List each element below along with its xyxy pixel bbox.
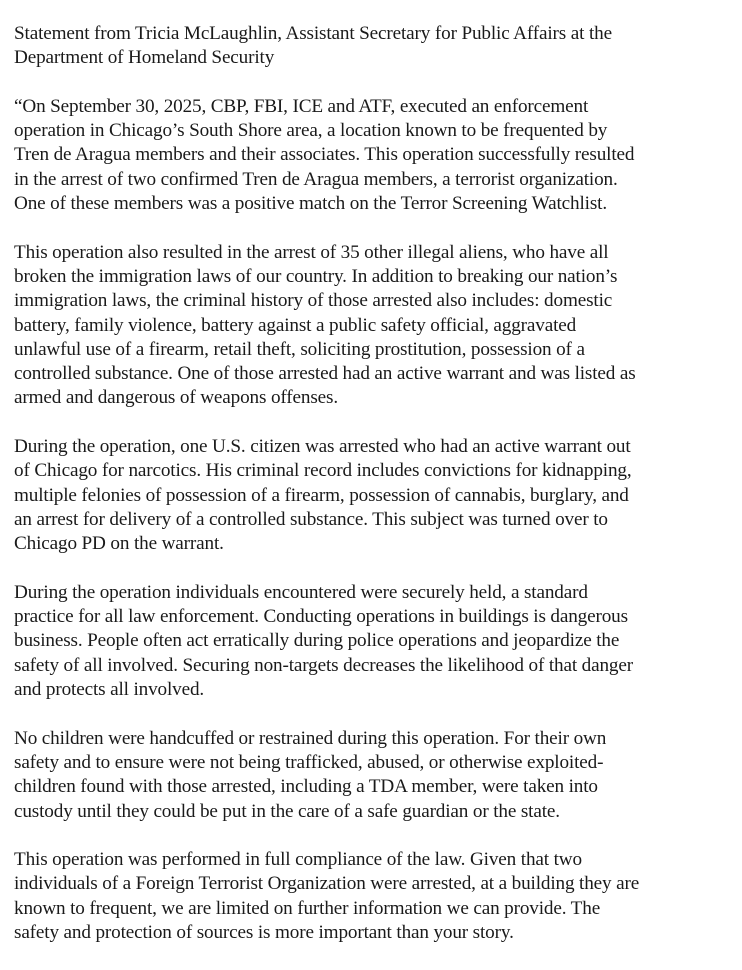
- text-line: business. People often act erratically during police operations and jeopardize the: [14, 630, 620, 652]
- text-line: “On September 30, 2025, CBP, FBI, ICE and ATF, executed an enforcement: [14, 95, 589, 117]
- text-line: battery, family violence, battery against a public safety official, aggravated: [14, 314, 577, 336]
- text-line: broken the immigration laws of our country. In addition to breaking our nation’s: [14, 265, 618, 287]
- statement-heading: [14, 22, 639, 71]
- text-line: practice for all law enforcement. Conducting operations in buildings is dangerous: [14, 606, 628, 628]
- text-line: children found with those arrested, including a TDA member, were taken into: [14, 776, 598, 798]
- text-line: This operation was performed in full compliance of the law. Given that two: [14, 849, 582, 871]
- statement-document: [14, 22, 639, 970]
- text-line: an arrest for delivery of a controlled substance. This subject was turned over to: [14, 508, 608, 530]
- statement-paragraph: [14, 435, 639, 556]
- text-line: individuals of a Foreign Terrorist Organization were arrested, at a building they are: [14, 873, 640, 895]
- text-line: One of these members was a positive match on the Terror Screening Watchlist.: [14, 193, 607, 215]
- text-line: and protects all involved.: [14, 679, 205, 701]
- statement-paragraph: [14, 848, 639, 945]
- text-line: operation in Chicago’s South Shore area, a location known to be frequented by: [14, 120, 608, 142]
- text-line: unlawful use of a firearm, retail theft, soliciting prostitution, possession of a: [14, 338, 585, 360]
- text-line: Tren de Aragua members and their associates. This operation successfully resulted: [14, 144, 635, 166]
- text-line: Chicago PD on the warrant.: [14, 533, 224, 555]
- text-line: custody until they could be put in the care of a safe guardian or the state.: [14, 800, 560, 822]
- text-line: controlled substance. One of those arrested had an active warrant and was listed as: [14, 363, 636, 385]
- text-line: safety and to ensure were not being trafficked, abused, or otherwise exploited-: [14, 751, 604, 773]
- statement-paragraph: [14, 241, 639, 411]
- text-line: of Chicago for narcotics. His criminal record includes convictions for kidnapping,: [14, 460, 632, 482]
- statement-paragraph: [14, 727, 639, 824]
- text-line: multiple felonies of possession of a firearm, possession of cannabis, burglary, and: [14, 484, 629, 506]
- text-line: safety and protection of sources is more important than your story.: [14, 921, 514, 943]
- statement-paragraph: [14, 95, 639, 216]
- text-line: This operation also resulted in the arrest of 35 other illegal aliens, who have all: [14, 241, 609, 263]
- text-line: No children were handcuffed or restrained during this operation. For their own: [14, 727, 607, 749]
- text-line: armed and dangerous of weapons offenses.: [14, 387, 338, 409]
- statement-paragraph: [14, 581, 639, 702]
- text-line: safety of all involved. Securing non-targets decreases the likelihood of that danger: [14, 654, 633, 676]
- text-line: immigration laws, the criminal history of those arrested also includes: domestic: [14, 290, 613, 312]
- text-line: During the operation individuals encountered were securely held, a standard: [14, 581, 588, 603]
- text-line: Department of Homeland Security: [14, 47, 275, 69]
- text-line: in the arrest of two confirmed Tren de Aragua members, a terrorist organization.: [14, 168, 618, 190]
- text-line: known to frequent, we are limited on further information we can provide. The: [14, 897, 601, 919]
- text-line: During the operation, one U.S. citizen was arrested who had an active warrant out: [14, 436, 631, 458]
- text-line: Statement from Tricia McLaughlin, Assistant Secretary for Public Affairs at the: [14, 23, 612, 44]
